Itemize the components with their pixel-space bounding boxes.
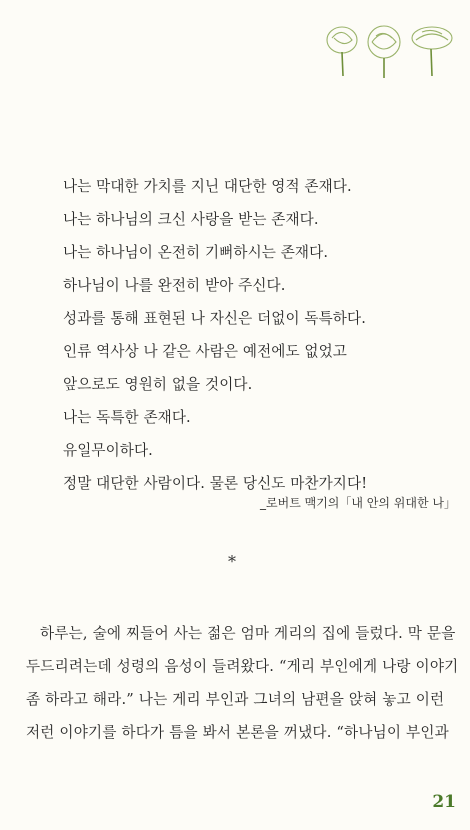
body-line: 좀 하라고 해라.” 나는 게리 부인과 그녀의 남편을 앉혀 놓고 이런 — [26, 691, 445, 708]
poem-line: 앞으로도 영원히 없을 것이다. — [63, 376, 253, 393]
poem-line: 유일무이하다. — [63, 442, 153, 459]
poem-line: 나는 하나님의 크신 사랑을 받는 존재다. — [63, 211, 319, 228]
poem-line: 나는 하나님이 온전히 기뻐하시는 존재다. — [63, 244, 329, 261]
poem-block — [63, 170, 463, 500]
body-line: 하루는, 술에 찌들어 사는 젊은 엄마 게리의 집에 들렀다. 막 문을 — [40, 625, 456, 642]
poem-line: 성과를 통해 표현된 나 자신은 더없이 독특하다. — [63, 310, 366, 327]
poem-attribution: _로버트 맥기의「내 안의 위대한 나」 — [260, 496, 456, 510]
poem-line: 하나님이 나를 완전히 받아 주신다. — [63, 277, 286, 294]
body-line: 두드리려는데 성령의 음성이 들려왔다. “게리 부인에게 나랑 이야기 — [26, 658, 459, 675]
body-paragraph — [26, 617, 458, 749]
section-divider: * — [228, 552, 236, 571]
poem-line: 나는 독특한 존재다. — [63, 409, 191, 426]
poem-line: 정말 대단한 사람이다. 물론 당신도 마찬가지다! — [63, 475, 368, 492]
body-line: 저런 이야기를 하다가 틈을 봐서 본론을 꺼냈다. “하나님이 부인과 — [26, 724, 449, 741]
tree-illustration — [322, 12, 470, 84]
poem-line: 나는 막대한 가치를 지닌 대단한 영적 존재다. — [63, 178, 352, 195]
poem-line: 인류 역사상 나 같은 사람은 예전에도 없었고 — [63, 343, 347, 360]
page-number: 21 — [432, 792, 456, 812]
